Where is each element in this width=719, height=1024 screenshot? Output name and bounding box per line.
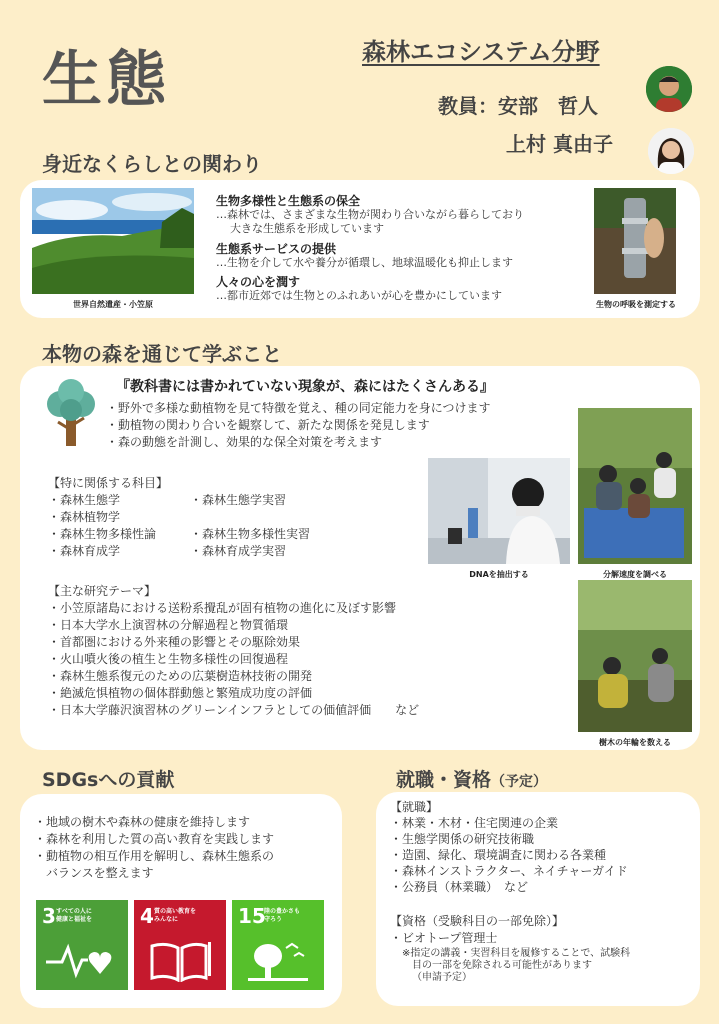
- teacher1-avatar: [646, 66, 692, 112]
- book-icon: [148, 938, 212, 982]
- job-2: ・生態学関係の研究技術職: [390, 832, 535, 846]
- subject-3: ・森林生物多様性論: [48, 527, 157, 541]
- subjects-heading: 【特に関係する科目】: [48, 476, 169, 490]
- job-5: ・公務員（林業職） など: [390, 880, 529, 894]
- item2-title: 生態系サービスの提供: [216, 242, 337, 256]
- qual-1: ・ビオトープ管理士: [390, 931, 498, 945]
- subject-5: ・森林生態学実習: [190, 493, 287, 507]
- tree-ring-caption: 樹木の年輪を数える: [599, 738, 671, 747]
- theme-5: ・森林生態系復元のための広葉樹造林技術の開発: [48, 669, 313, 683]
- learning-bullet-2: ・動植物の関わり合いを観察して、新たな関係を発見します: [106, 418, 430, 432]
- careers-heading: [396, 765, 547, 792]
- decomposition-caption: 分解速度を調べる: [603, 570, 667, 579]
- item1-line1: …森林では、さまざまな生物が関わり合いながら暮らしており: [216, 208, 524, 221]
- sdg4-text2: みんなに: [154, 916, 179, 923]
- dna-caption: DNAを抽出する: [469, 570, 529, 579]
- ogasawara-photo: [32, 188, 194, 294]
- item3-title: 人々の心を潤す: [216, 275, 301, 289]
- ogasawara-caption: 世界自然遺産・小笠原: [73, 300, 153, 309]
- sdg3-number: 3: [42, 904, 56, 928]
- learning-bullet-1: ・野外で多様な動植物を見て特徴を覚え、種の同定能力を身につけます: [106, 401, 491, 415]
- sdg15-text2: 守ろう: [264, 916, 283, 923]
- respiration-caption: 生物の呼吸を測定する: [596, 300, 676, 309]
- subject-2: ・森林植物学: [48, 510, 121, 524]
- learning-quote: 『教科書には書かれていない現象が、森にはたくさんある』: [116, 379, 494, 395]
- quals-heading: 【資格（受験科目の一部免除）】: [390, 914, 565, 928]
- quals-note-1: ※指定の講義・実習科目を履修することで、試験科: [402, 948, 631, 959]
- sdgs-heading: SDGsへの貢献: [42, 769, 175, 791]
- heartbeat-icon: [44, 938, 120, 982]
- land-life-icon: [246, 936, 310, 984]
- careers-heading-text: 就職・資格: [396, 769, 492, 791]
- subject-1: ・森林生態学: [48, 493, 121, 507]
- section-daily-life-heading: 身近なくらしとの関わり: [42, 152, 262, 176]
- sdgs-line-3: ・動植物の相互作用を解明し、森林生態系の: [34, 849, 275, 863]
- jobs-heading: 【就職】: [390, 800, 439, 814]
- sdgs-line-4: バランスを整えます: [34, 866, 154, 880]
- page-title: 生態: [42, 45, 170, 115]
- sdg15-number: 15: [238, 904, 266, 928]
- dna-photo: [428, 458, 570, 564]
- sdg15-text1: 陸の豊かさも: [264, 908, 301, 915]
- sdg4-number: 4: [140, 904, 154, 928]
- quals-note-2: 目の一部を免除される可能性があります: [412, 960, 592, 971]
- tree-icon: [42, 378, 100, 448]
- sdg4-text1: 質の高い教育を: [154, 908, 197, 915]
- job-3: ・造園、緑化、環境調査に関わる各業種: [390, 848, 607, 862]
- theme-6: ・絶滅危惧植物の個体群動態と繁殖成功度の評価: [48, 686, 313, 700]
- section-learning-heading: 本物の森を通じて学ぶこと: [42, 342, 282, 366]
- subject-4: ・森林育成学: [48, 544, 121, 558]
- sdg3-text2: 健康と福祉を: [56, 916, 93, 923]
- item2-line1: …生物を介して水や養分が循環し、地球温暖化も抑止します: [216, 256, 513, 269]
- theme-2: ・日本大学水上演習林の分解過程と物質循環: [48, 618, 289, 632]
- careers-heading-note: （予定）: [491, 774, 548, 790]
- sdgs-line-1: ・地域の樹木や森林の健康を維持します: [34, 815, 251, 829]
- item1-title: 生物多様性と生態系の保全: [216, 194, 361, 208]
- teacher2-avatar: [648, 128, 694, 174]
- theme-3: ・首都圏における外来種の影響とその駆除効果: [48, 635, 301, 649]
- job-4: ・森林インストラクター、ネイチャーガイド: [390, 864, 628, 878]
- decomposition-photo: [578, 408, 692, 564]
- sdg3-text1: すべての人に: [56, 908, 92, 915]
- respiration-photo: [594, 188, 676, 294]
- tree-ring-photo: [578, 580, 692, 732]
- subject-7: ・森林育成学実習: [190, 544, 287, 558]
- quals-note-3: （申請予定）: [412, 972, 472, 983]
- teacher-line-1: 教員：安部 哲人: [438, 94, 598, 118]
- sdg-goal-4-icon: [134, 900, 226, 990]
- learning-bullet-3: ・森の動態を計測し、効果的な保全対策を考えます: [106, 435, 383, 449]
- theme-4: ・火山噴火後の植生と生物多様性の回復過程: [48, 652, 289, 666]
- themes-heading: 【主な研究テーマ】: [48, 584, 157, 598]
- theme-7: ・日本大学藤沢演習林のグリーンインフラとしての価値評価 など: [48, 703, 420, 717]
- theme-1: ・小笠原諸島における送粉系攪乱が固有植物の進化に及ぼす影響: [48, 601, 397, 615]
- subject-6: ・森林生物多様性実習: [190, 527, 311, 541]
- sdg-goal-15-icon: [232, 900, 324, 990]
- item1-line2: 大きな生態系を形成しています: [230, 222, 384, 235]
- job-1: ・林業・木材・住宅関連の企業: [390, 816, 559, 830]
- item3-line1: …都市近郊では生物とのふれあいが心を豊かにしています: [216, 289, 502, 302]
- sdg-goal-3-icon: [36, 900, 128, 990]
- sdgs-line-2: ・森林を利用した質の高い教育を実践します: [34, 832, 275, 846]
- field-title: 森林エコシステム分野: [362, 38, 600, 66]
- teacher-line-2: 上村 真由子: [506, 132, 613, 156]
